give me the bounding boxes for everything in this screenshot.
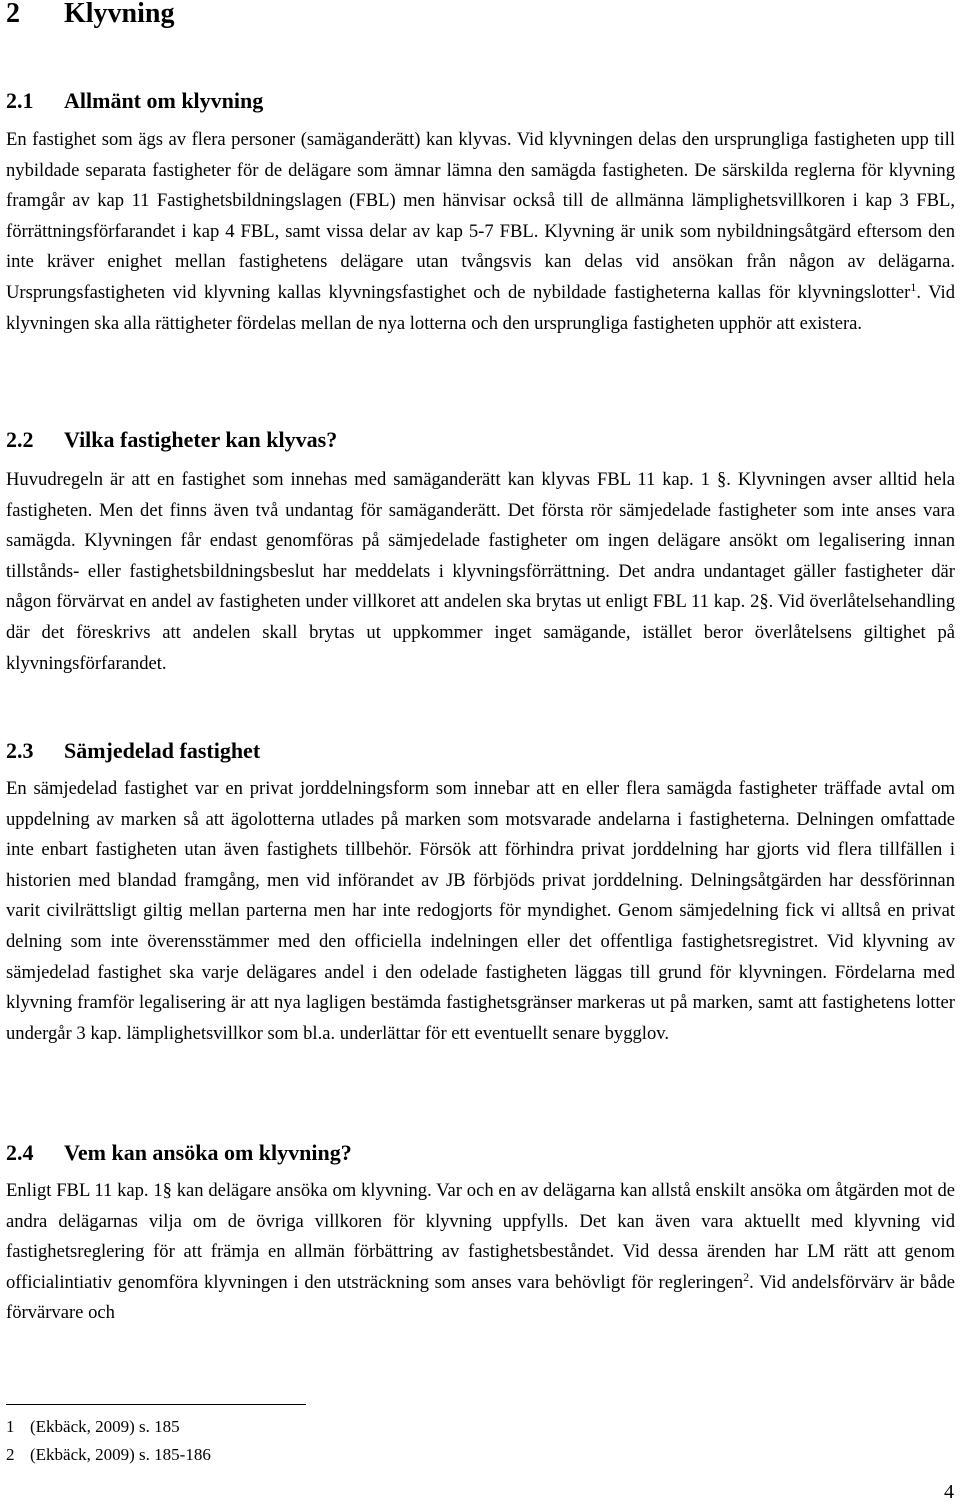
paragraph-text-continued: . Vid andelsförvärv är både förvärvare och — [6, 1271, 955, 1324]
section-heading-2-1 — [6, 86, 263, 116]
footnote-text: (Ekbäck, 2009) s. 185-186 — [30, 1445, 211, 1464]
section-title: Vem kan ansöka om klyvning? — [64, 1140, 352, 1165]
section-2-2-paragraph — [6, 465, 955, 679]
footnote-text: (Ekbäck, 2009) s. 185 — [30, 1417, 180, 1436]
paragraph-text: En fastighet som ägs av flera personer (samäganderätt) kan klyvas. Vid klyvningen delas den ursprungliga fastigheten upp till nybildade separata fastigheter för de delägare som ämnar lämna den samägda fastigheten. De särskilda reglerna för klyvning framgår av kap 11 Fastighetsbildningslagen (FBL) men hänvisar också till de allmänna lämplighetsvillkoren i kap 3 FBL, förrättningsförfarandet i kap 4 FBL, samt vissa delar av kap 5-7 FBL. Klyvning är unik som nybildningsåtgärd eftersom den inte kräver enighet mellan fastighetens delägare utan tvångsvis kan delas vid ansökan från någon av delägarna. Ursprungsfastigheten vid klyvning kallas klyvningsfastighet och de nybildade fastigheterna kallas för klyvningslotter — [6, 129, 955, 303]
footnote-divider — [6, 1404, 306, 1405]
section-title: Vilka fastigheter kan klyvas? — [64, 427, 338, 452]
paragraph-text-continued: . Vid klyvningen ska alla rättigheter fördelas mellan de nya lotterna och den ursprungliga fastigheten upphör att existera. — [6, 281, 955, 334]
footnote-2 — [6, 1445, 211, 1465]
footnote-number: 1 — [6, 1417, 15, 1436]
section-2-3-paragraph — [6, 774, 955, 1049]
chapter-number: 2 — [6, 0, 20, 29]
section-title: Allmänt om klyvning — [64, 88, 264, 113]
section-heading-2-3 — [6, 736, 260, 766]
section-heading-2-4 — [6, 1138, 352, 1168]
footnote-reference: 2 — [743, 1269, 750, 1284]
section-title: Sämjedelad fastighet — [64, 738, 261, 763]
section-number: 2.4 — [6, 1140, 34, 1165]
page-number: 4 — [944, 1481, 954, 1503]
footnote-reference: 1 — [910, 279, 917, 294]
section-number: 2.2 — [6, 427, 34, 452]
section-number: 2.1 — [6, 88, 34, 113]
chapter-heading — [6, 0, 174, 34]
chapter-title: Klyvning — [64, 0, 175, 29]
paragraph-text: Huvudregeln är att en fastighet som innehas med samäganderätt kan klyvas FBL 11 kap. 1 §. Klyvningen avser alltid hela fastigheten. Men det finns även två undantag för samäganderätt. Det första rör sämjedelade fastigheter som inte anses vara samägda. Klyvningen får endast genomföras på sämjedelade fastigheter om ingen delägare ansökt om legalisering innan tillstånds- eller fastighetsbildningsbeslut har meddelats i klyvningsförrättning. Det andra undantaget gäller fastigheter där någon förvärvat en andel av fastigheten under villkoret att andelen ska brytas ut enligt FBL 11 kap. 2§. Vid överlåtelsehandling där det föreskrivs att andelen skall brytas ut uppkommer inget samägande, istället beror överlåtelsens giltighet på klyvningsförfarandet. — [6, 469, 955, 674]
paragraph-text: Enligt FBL 11 kap. 1§ kan delägare ansöka om klyvning. Var och en av delägarna kan allstå enskilt ansöka om åtgärden mot de andra delägarnas vilja om de övriga villkoren för klyvning uppfylls. Det kan även vara aktuellt med klyvning vid fastighetsreglering för att främja en allmän förbättring av fastighetsbeståndet. Vid dessa ärenden har LM rätt att genom officialintiativ genomföra klyvningen i den utsträckning som anses vara behövligt för regleringen — [6, 1180, 955, 1293]
section-heading-2-2 — [6, 425, 337, 455]
footnote-number: 2 — [6, 1445, 15, 1464]
section-2-1-paragraph — [6, 125, 955, 339]
section-2-4-paragraph — [6, 1176, 955, 1329]
section-number: 2.3 — [6, 738, 34, 763]
footnote-1 — [6, 1417, 180, 1437]
paragraph-text: En sämjedelad fastighet var en privat jorddelningsform som innebar att en eller flera samägda fastigheter träffade avtal om uppdelning av marken så att ägolotterna utlades på marken som motsvarade andelarna i fastigheterna. Delningen omfattade inte enbart fastigheten utan även fastighets tillbehör. Försök att förhindra privat jorddelning har gjorts vid flera tillfällen i historien med blandad framgång, men vid införandet av JB förbjöds privat jorddelning. Delningsåtgärden har dessförinnan varit civilrättsligt giltig mellan parterna men har inte redogjorts för myndighet. Genom sämjedelning fick vi alltså en privat delning som inte överensstämmer med den officiella indelningen eller det offentliga fastighetsregistret. Vid klyvning av sämjedelad fastighet ska varje delägares andel i den odelade fastigheten läggas till grund för klyvningen. Fördelarna med klyvning framför legalisering är att nya lagligen bestämda fastighetsgränser markeras ut på marken, samt att fastighetens lotter undergår 3 kap. lämplighetsvillkor som bl.a. underlättar för ett eventuellt senare bygglov. — [6, 778, 955, 1044]
